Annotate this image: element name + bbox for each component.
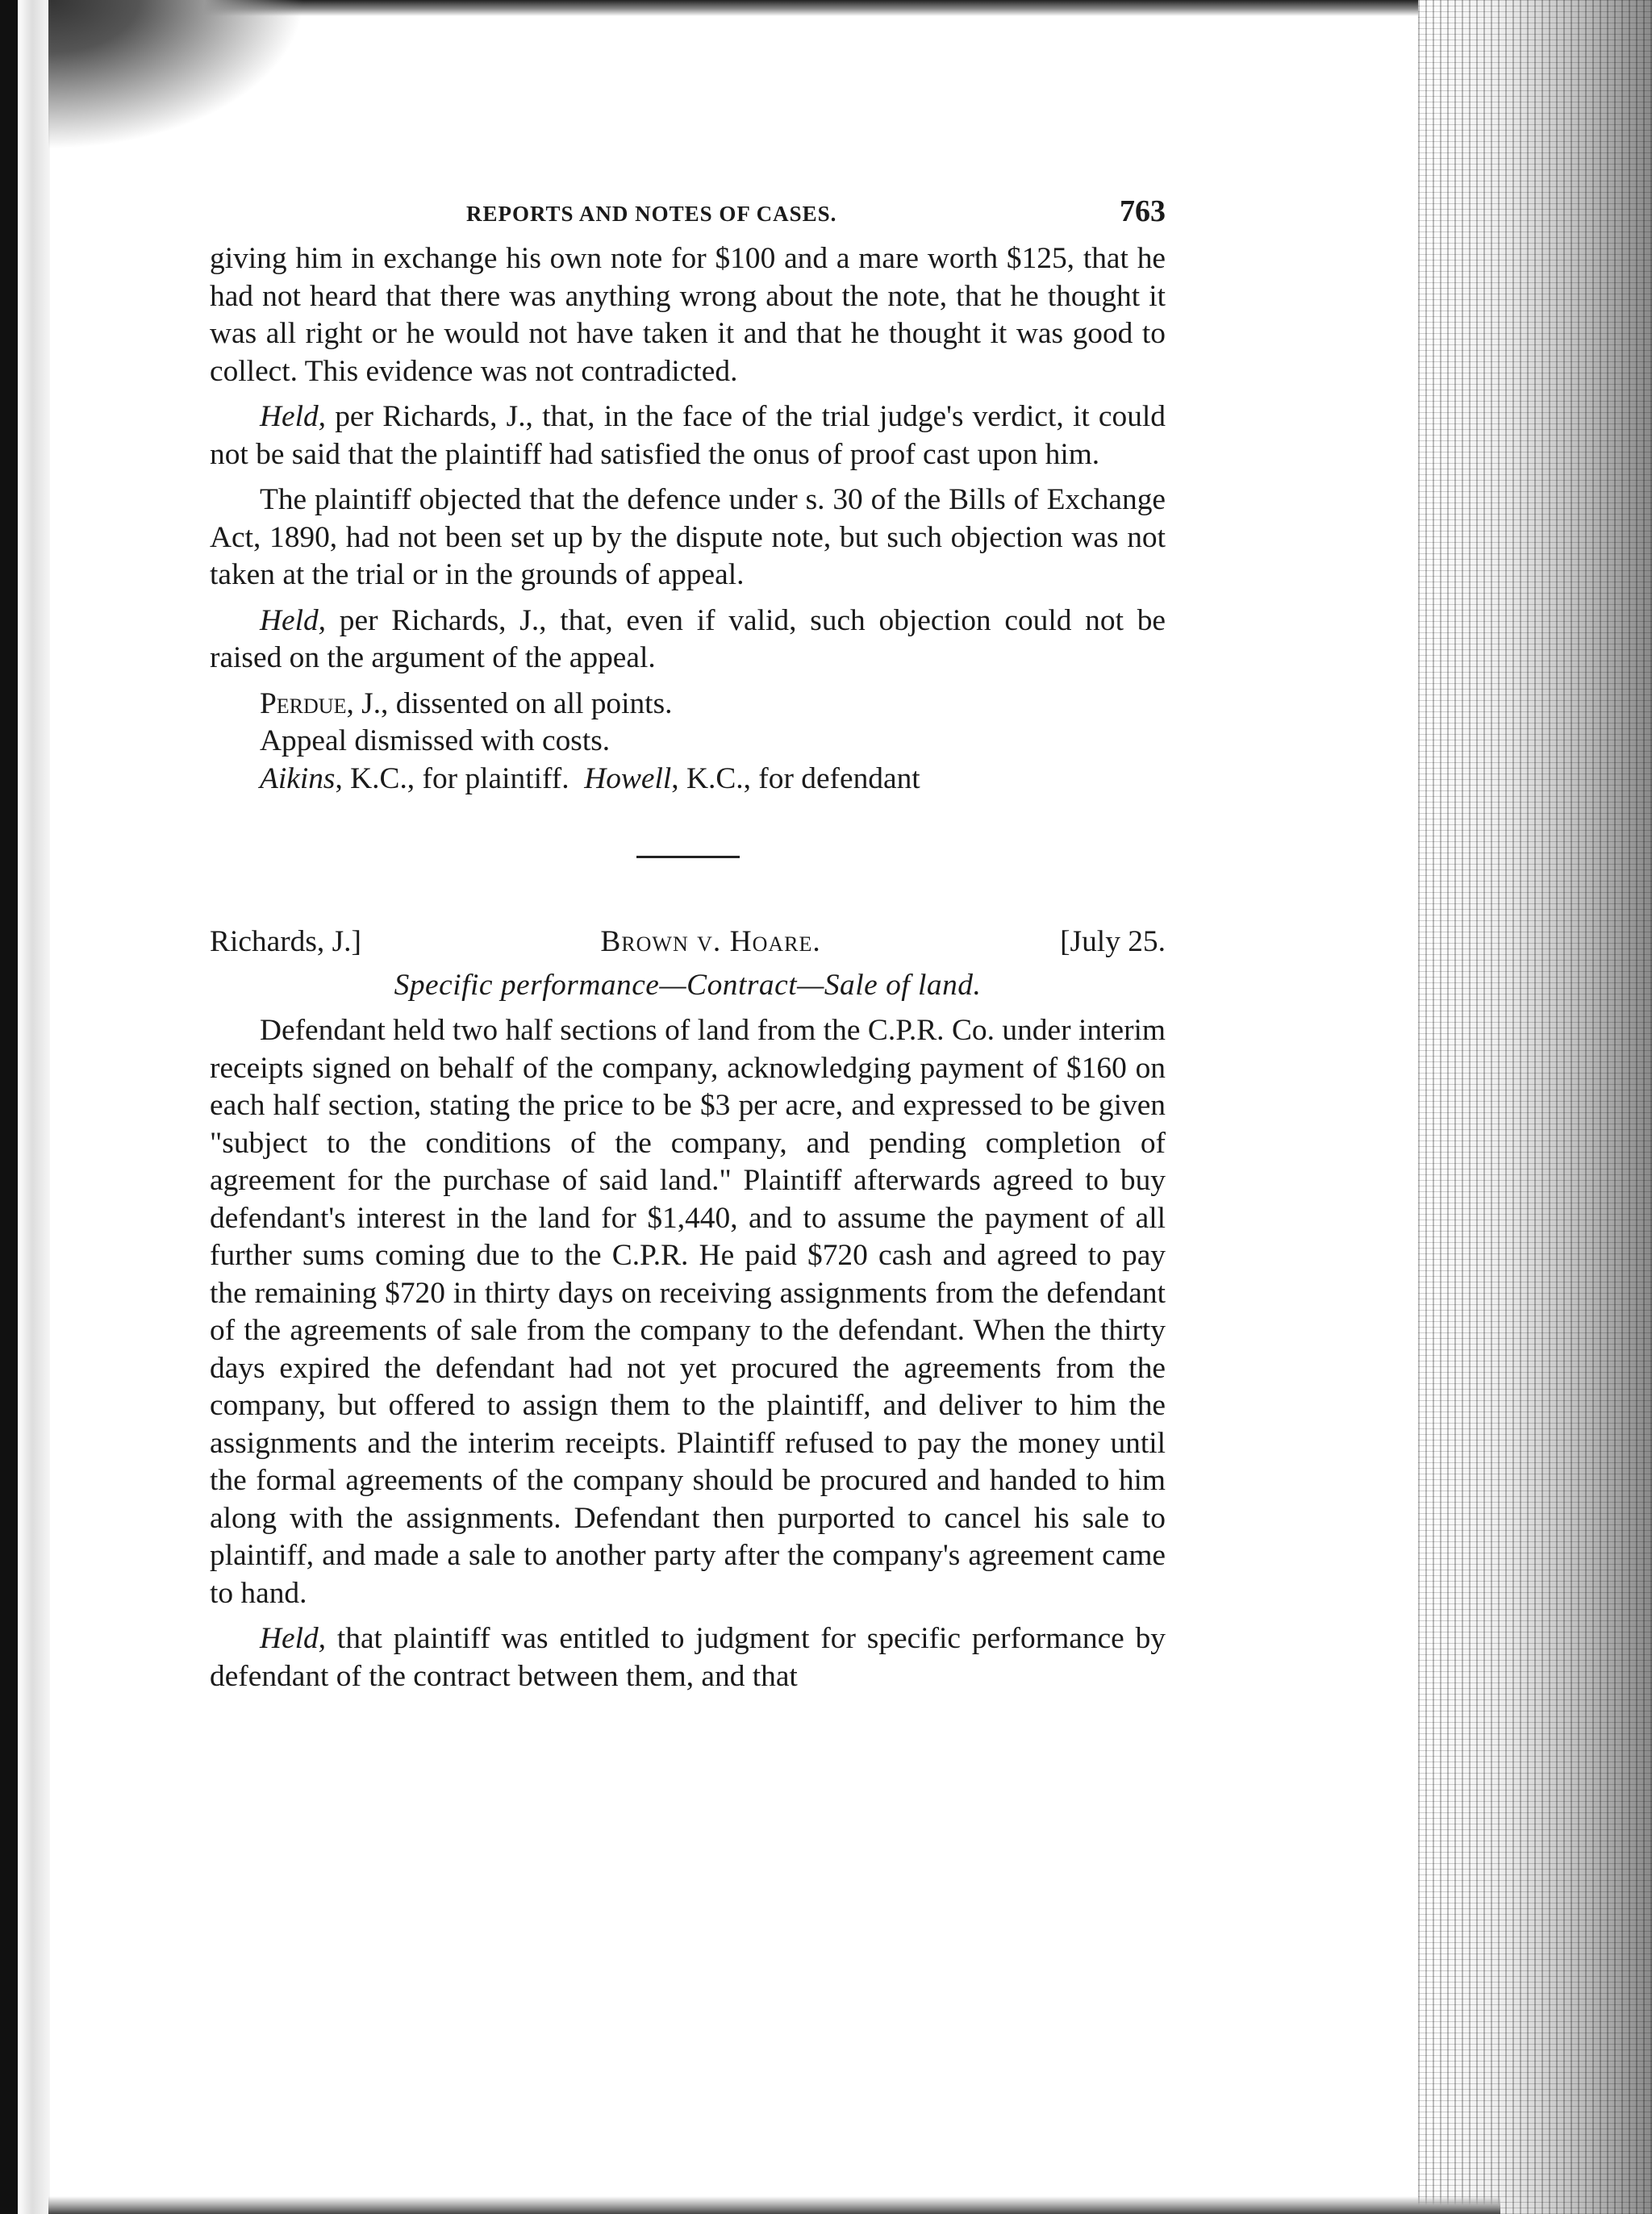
case-two-paragraph-2 — [210, 1620, 1166, 1695]
scan-corner-smudge — [48, 0, 339, 169]
held-label: Held, — [260, 1622, 327, 1655]
case-two-paragraph-2-text: that plaintiff was entitled to judgment for specific performance by defendant of the contract between them, and that — [210, 1622, 1166, 1693]
dissent-line — [210, 686, 1166, 723]
defendant-counsel-name: Howell — [584, 761, 672, 795]
held-label: Held, — [260, 400, 327, 433]
case-one-paragraph-4 — [210, 602, 1166, 678]
case-one-paragraph-4-text: per Richards, J., that, even if valid, such objection could not be raised on the argument of the appeal. — [210, 603, 1166, 674]
scan-left-edge — [0, 0, 18, 2214]
counsel-line — [210, 761, 1166, 798]
dissenting-judge: Perdue — [260, 686, 347, 720]
case-one-paragraph-1: giving him in exchange his own note for $100 and a mare worth $125, that he had not heard that there was anything wrong about the note, that he thought it was all right or he would not have taken it and that he thought it was good to collect. This evidence was not contradicted. — [210, 242, 1166, 388]
case-judge: Richards, J.] — [210, 925, 361, 958]
case-title: Brown v. Hoare. — [600, 925, 821, 958]
case-one-paragraph-3: The plaintiff objected that the defence under s. 30 of the Bills of Exchange Act, 1890, had not been set up by the dispute note, but such objection was not taken at the trial or in the grounds of appeal. — [210, 483, 1166, 591]
scan-left-gutter — [18, 0, 50, 2214]
running-header — [210, 194, 1166, 240]
case-headnote: Specific performance—Contract—Sale of land. — [394, 969, 982, 1002]
plaintiff-counsel-name: Aikins — [260, 761, 336, 795]
defendant-counsel-text: , K.C., for defendant — [671, 761, 920, 795]
case-heading — [210, 924, 1166, 965]
case-one-paragraph-2 — [210, 398, 1166, 473]
case-two-paragraph-1: Defendant held two half sections of land from the C.P.R. Co. under interim receipts signed on behalf of the company, acknowledging payment of $160 on each half section, stating the price to be $3 per acre, and expressed to be given "subject to the conditions of the company, and pending completion of agreement for the purchase of said land." Plaintiff afterwards agreed to buy defendant's interest in the land for $1,440, and to assume the payment of all further sums coming due to the C.P.R. He paid $720 cash and agreed to pay the remaining $720 in thirty days on receiving assignments from the defendant of the agreements of sale from the company to the defendant. When the thirty days expired the defendant had not yet procured the agreements from the company, but offered to assign them to the plaintiff, and deliver to him the assignments and the interim receipts. Plaintiff refused to pay the money until the formal agreements of the company should be procured and handed to him along with the assignments. Defendant then purported to cancel his sale to plaintiff, and made a sale to another party after the company's agreement came to hand. — [210, 1014, 1166, 1610]
scan-right-edge — [1418, 0, 1652, 2214]
dissent-text: , J., dissented on all points. — [346, 686, 673, 720]
document-page — [210, 194, 1166, 1695]
plaintiff-counsel-text: , K.C., for plaintiff. — [335, 761, 569, 795]
case-one-paragraph-2-text: per Richards, J., that, in the face of the trial judge's verdict, it could not be said that the plaintiff had satisfied the onus of proof cast upon him. — [210, 400, 1166, 471]
scan-bottom-shadow — [48, 2196, 1500, 2214]
running-title: REPORTS AND NOTES OF CASES. — [466, 202, 837, 226]
page-number: 763 — [1120, 194, 1166, 228]
section-divider — [636, 856, 740, 858]
disposition-line: Appeal dismissed with costs. — [260, 724, 611, 757]
case-date: [July 25. — [1060, 925, 1166, 958]
held-label: Held, — [260, 603, 327, 637]
